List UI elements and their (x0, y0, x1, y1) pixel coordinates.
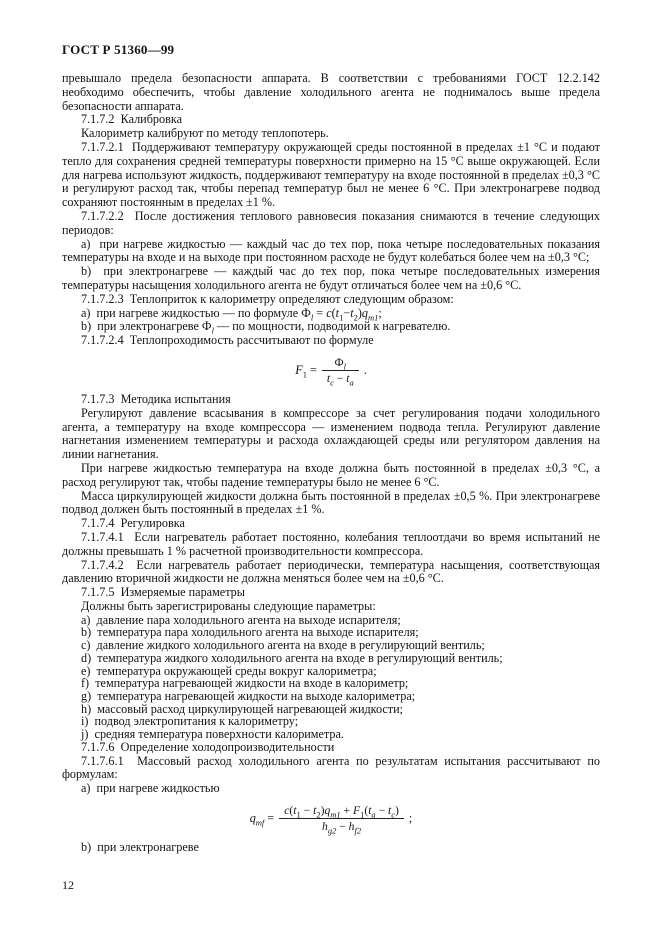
formula-subscript: 1 (302, 369, 307, 380)
text-run: d) температура жидкого холодильного агента на входе в регулирующий вентиль; (81, 650, 503, 665)
text-run: 7.1.7.2.4 Теплопроходимость рассчитывают по формуле (81, 333, 374, 348)
text-run: 7.1.7.6 Определение холодопроизводительности (81, 739, 335, 754)
text-run: 7.1.7.2.3 Теплоприток к калориметру определяют следующим образом: (81, 291, 454, 306)
text-run: = (306, 362, 317, 377)
text-run: F (352, 803, 361, 817)
paragraph (62, 127, 600, 141)
text-run: + (340, 803, 353, 817)
formula-subscript: l (211, 325, 214, 336)
text-run: а) при нагреве жидкостью — каждый час до тех пор, пока четыре последовательных показания температуры на входе и на выходе при постоянном расходе не будут колебаться более чем на ±0,3 °С; (62, 236, 604, 265)
formula-subscript: mf (255, 817, 265, 828)
clause-7-1-7-4-1-paragraph (62, 529, 604, 559)
text-run: t (368, 803, 372, 817)
text-run: b) при электронагреве Ф (81, 319, 212, 334)
formula-subscript: 2 (316, 809, 321, 820)
text-run: − (333, 371, 347, 385)
clause-7-1-7-2-heading (62, 113, 600, 127)
formula-subscript: m1 (330, 809, 341, 820)
text-run: t (293, 803, 297, 817)
text-run: Ф (334, 355, 344, 369)
clause-7-1-7-2-2-paragraph (62, 208, 604, 238)
fraction-denominator (279, 819, 404, 836)
text-run: t (326, 371, 331, 385)
paragraph (62, 460, 604, 490)
formula-subscript: c (330, 377, 334, 388)
text-run: b) при электронагреве (81, 839, 199, 854)
formula-punctuation: ; (408, 810, 413, 825)
intro-continuation-paragraph (62, 71, 604, 113)
text-run: g) температура нагревающей жидкости на выходе калориметра; (81, 688, 416, 703)
list-item-b (62, 264, 604, 293)
clause-7-1-7-5-heading (62, 586, 600, 600)
formula-subscript: 1 (296, 809, 301, 820)
text-run: Должны быть зарегистрированы следующие параметры: (81, 598, 376, 613)
text-run: − (336, 819, 349, 833)
formula-lhs (295, 363, 317, 378)
paragraph (62, 600, 600, 614)
text-run: q (249, 810, 256, 825)
fraction-denominator (322, 371, 359, 388)
text-run: При нагреве жидкостью температура на входе должна быть постоянной в пределах ±0,3 °С, а расход регулируют так, чтобы падение температуры было не менее 6 °С. (62, 460, 604, 489)
text-run: t (313, 803, 317, 817)
text-run: Калориметр калибруют по методу теплопотерь. (81, 126, 329, 141)
list-item-a (62, 236, 604, 266)
list-item-b-electro (62, 320, 600, 334)
text-run: 7.1.7.4 Регулировка (81, 516, 185, 531)
text-run: h (348, 819, 355, 833)
formula-punctuation: . (363, 362, 367, 377)
formula-subscript: f2 (354, 825, 362, 836)
fraction (279, 803, 404, 836)
text-run: 7.1.7.5 Измеряемые параметры (81, 585, 245, 600)
text-run: ( (364, 803, 369, 817)
clause-7-1-7-2-4-paragraph (62, 334, 600, 348)
text-run: b) при электронагреве — каждый час до тех пор, пока четыре последовательных измерения температуры насыщения холодильного агента не будут отличаться более чем на ±0,6 °С. (62, 264, 604, 292)
clause-7-1-7-4-heading (62, 517, 600, 531)
formula-subscript: c (391, 809, 396, 820)
formula-f1 (62, 355, 600, 388)
text-run: t (350, 305, 354, 320)
list-item-b (62, 841, 600, 855)
text-run: t (346, 371, 350, 385)
text-run: h (322, 819, 328, 833)
text-run: − (343, 305, 351, 320)
text-run: превышало предела безопасности аппарата. В соответствии с требованиями ГОСТ 12.2.142 необходимо обеспечить, чтобы давление холодильного агента не поднималось выше предела безопасности аппарата. (62, 71, 604, 113)
text-run: h) массовый расход циркулирующей нагревающей жидкости; (81, 701, 404, 716)
text-run: t (388, 803, 392, 817)
text-run: а) при нагреве жидкостью (81, 781, 220, 796)
text-run: ; (378, 305, 382, 320)
fraction-numerator (279, 804, 404, 819)
formula-subscript: 1 (360, 809, 365, 820)
formula-subscript: 1 (339, 311, 344, 322)
text-run: 7.1.7.4.1 Если нагреватель работает постоянно, колебания теплоотдачи во время испытаний не должны превышать 1 % расчетной производительности компрессора. (62, 529, 604, 558)
paragraph (62, 405, 604, 462)
standard-designation: ГОСТ Р 51360—99 (62, 42, 175, 57)
text-run: − (375, 803, 389, 817)
formula-subscript: m1 (367, 311, 379, 322)
text-run: 7.1.7.2.2 После достижения теплового равновесия показания снимаются в течение следующих периодов: (62, 208, 604, 237)
formula-qmf (62, 803, 600, 836)
text-run: с) давление жидкого холодильного агента на входе в регулирующий вентиль; (81, 638, 485, 653)
text-run: ( (331, 305, 336, 320)
text-run: i) подвод электропитания к калориметру; (81, 714, 299, 729)
text-run: е) температура окружающей среды вокруг калориметра; (81, 663, 377, 678)
text-run: ) (357, 305, 362, 320)
page-number: 12 (62, 878, 74, 892)
text-run: 7.1.7.4.2 Если нагреватель работает периодически, температура насыщения, соответствующая давлению вторичной жидкости не должна меняться более чем на ±0,6 °С. (62, 557, 604, 586)
text-run: 7.1.7.6.1 Массовый расход холодильного агента по результатам испытания рассчитывают по формулам: (62, 753, 604, 782)
text-run: c (284, 803, 290, 817)
text-run: − (300, 803, 314, 817)
text-run: q (324, 803, 331, 817)
paragraph (62, 488, 604, 518)
text-run: f) температура нагревающей жидкости на входе в калориметр; (81, 676, 409, 691)
text-run: ) (395, 803, 399, 817)
clause-7-1-7-2-1-paragraph (62, 139, 604, 210)
formula-subscript: a (371, 809, 376, 820)
text-run: 7.1.7.3 Методика испытания (81, 391, 231, 406)
text-run: b) температура пара холодильного агента на выходе испарителя; (81, 625, 419, 640)
text-run: j) средняя температура поверхности калориметра. (81, 727, 344, 742)
text-run: t (335, 305, 340, 320)
text-run: F (295, 362, 303, 377)
fraction (322, 355, 359, 388)
text-run: Масса циркулирующей жидкости должна быть постоянной в пределах ±0,5 %. При электронагреве подвод должен быть постоянный в пределах ±1 %. (62, 488, 604, 517)
text-run: 7.1.7.2 Калибровка (81, 112, 182, 127)
formula-lhs (250, 811, 275, 826)
formula-subscript: g2 (327, 825, 337, 836)
formula-subscript: a (349, 377, 354, 388)
clause-7-1-7-2-3-paragraph (62, 293, 600, 307)
text-run: а) давление пара холодильного агента на выходе испарителя; (81, 612, 401, 627)
text-run: а) при нагреве жидкостью — по формуле Ф (81, 305, 311, 320)
text-run: c (326, 305, 332, 320)
text-run: = (264, 810, 275, 825)
text-run: Регулируют давление всасывания в компрессоре за счет регулирования подачи холодильного агента, а температуру на входе компрессора — изменением подвода тепла. Регулируют давление нагнетания изменением температуры и расхода охлаждающей среды или регулятором давления на линии нагнетания. (62, 405, 604, 462)
fraction-numerator (322, 356, 359, 371)
text-run: q (361, 305, 368, 320)
clause-7-1-7-6-heading (62, 741, 600, 755)
clause-7-1-7-4-2-paragraph (62, 557, 604, 587)
formula-subscript: l (343, 361, 347, 372)
list-item-a (62, 782, 600, 796)
text-run: — по мощности, подводимой к нагревателю. (213, 319, 451, 334)
formula-subscript: 2 (353, 311, 358, 322)
text-run: = (313, 305, 327, 320)
clause-7-1-7-6-1-paragraph (62, 753, 604, 783)
list-item-a-inline-formula (62, 307, 600, 321)
text-run: 7.1.7.2.1 Поддерживают температуру окружающей среды постоянной в пределах ±1 °С и подают тепло для сохранения средней температуры поверхности примерно на 15 °С выше окружающей. Если для нагрева используют жидкость, поддерживают температуру на входе постоянной в пределах ±0,3 °С и регулируют расход так, чтобы перепад температур был не менее 6 °С. При электронагреве подвод сохраняют постоянным в пределах ±1 %. (62, 139, 604, 210)
text-run: ) (320, 803, 325, 817)
text-run: ( (289, 803, 294, 817)
clause-7-1-7-3-heading (62, 393, 600, 407)
formula-subscript: l (310, 311, 314, 322)
document-body (62, 71, 604, 855)
